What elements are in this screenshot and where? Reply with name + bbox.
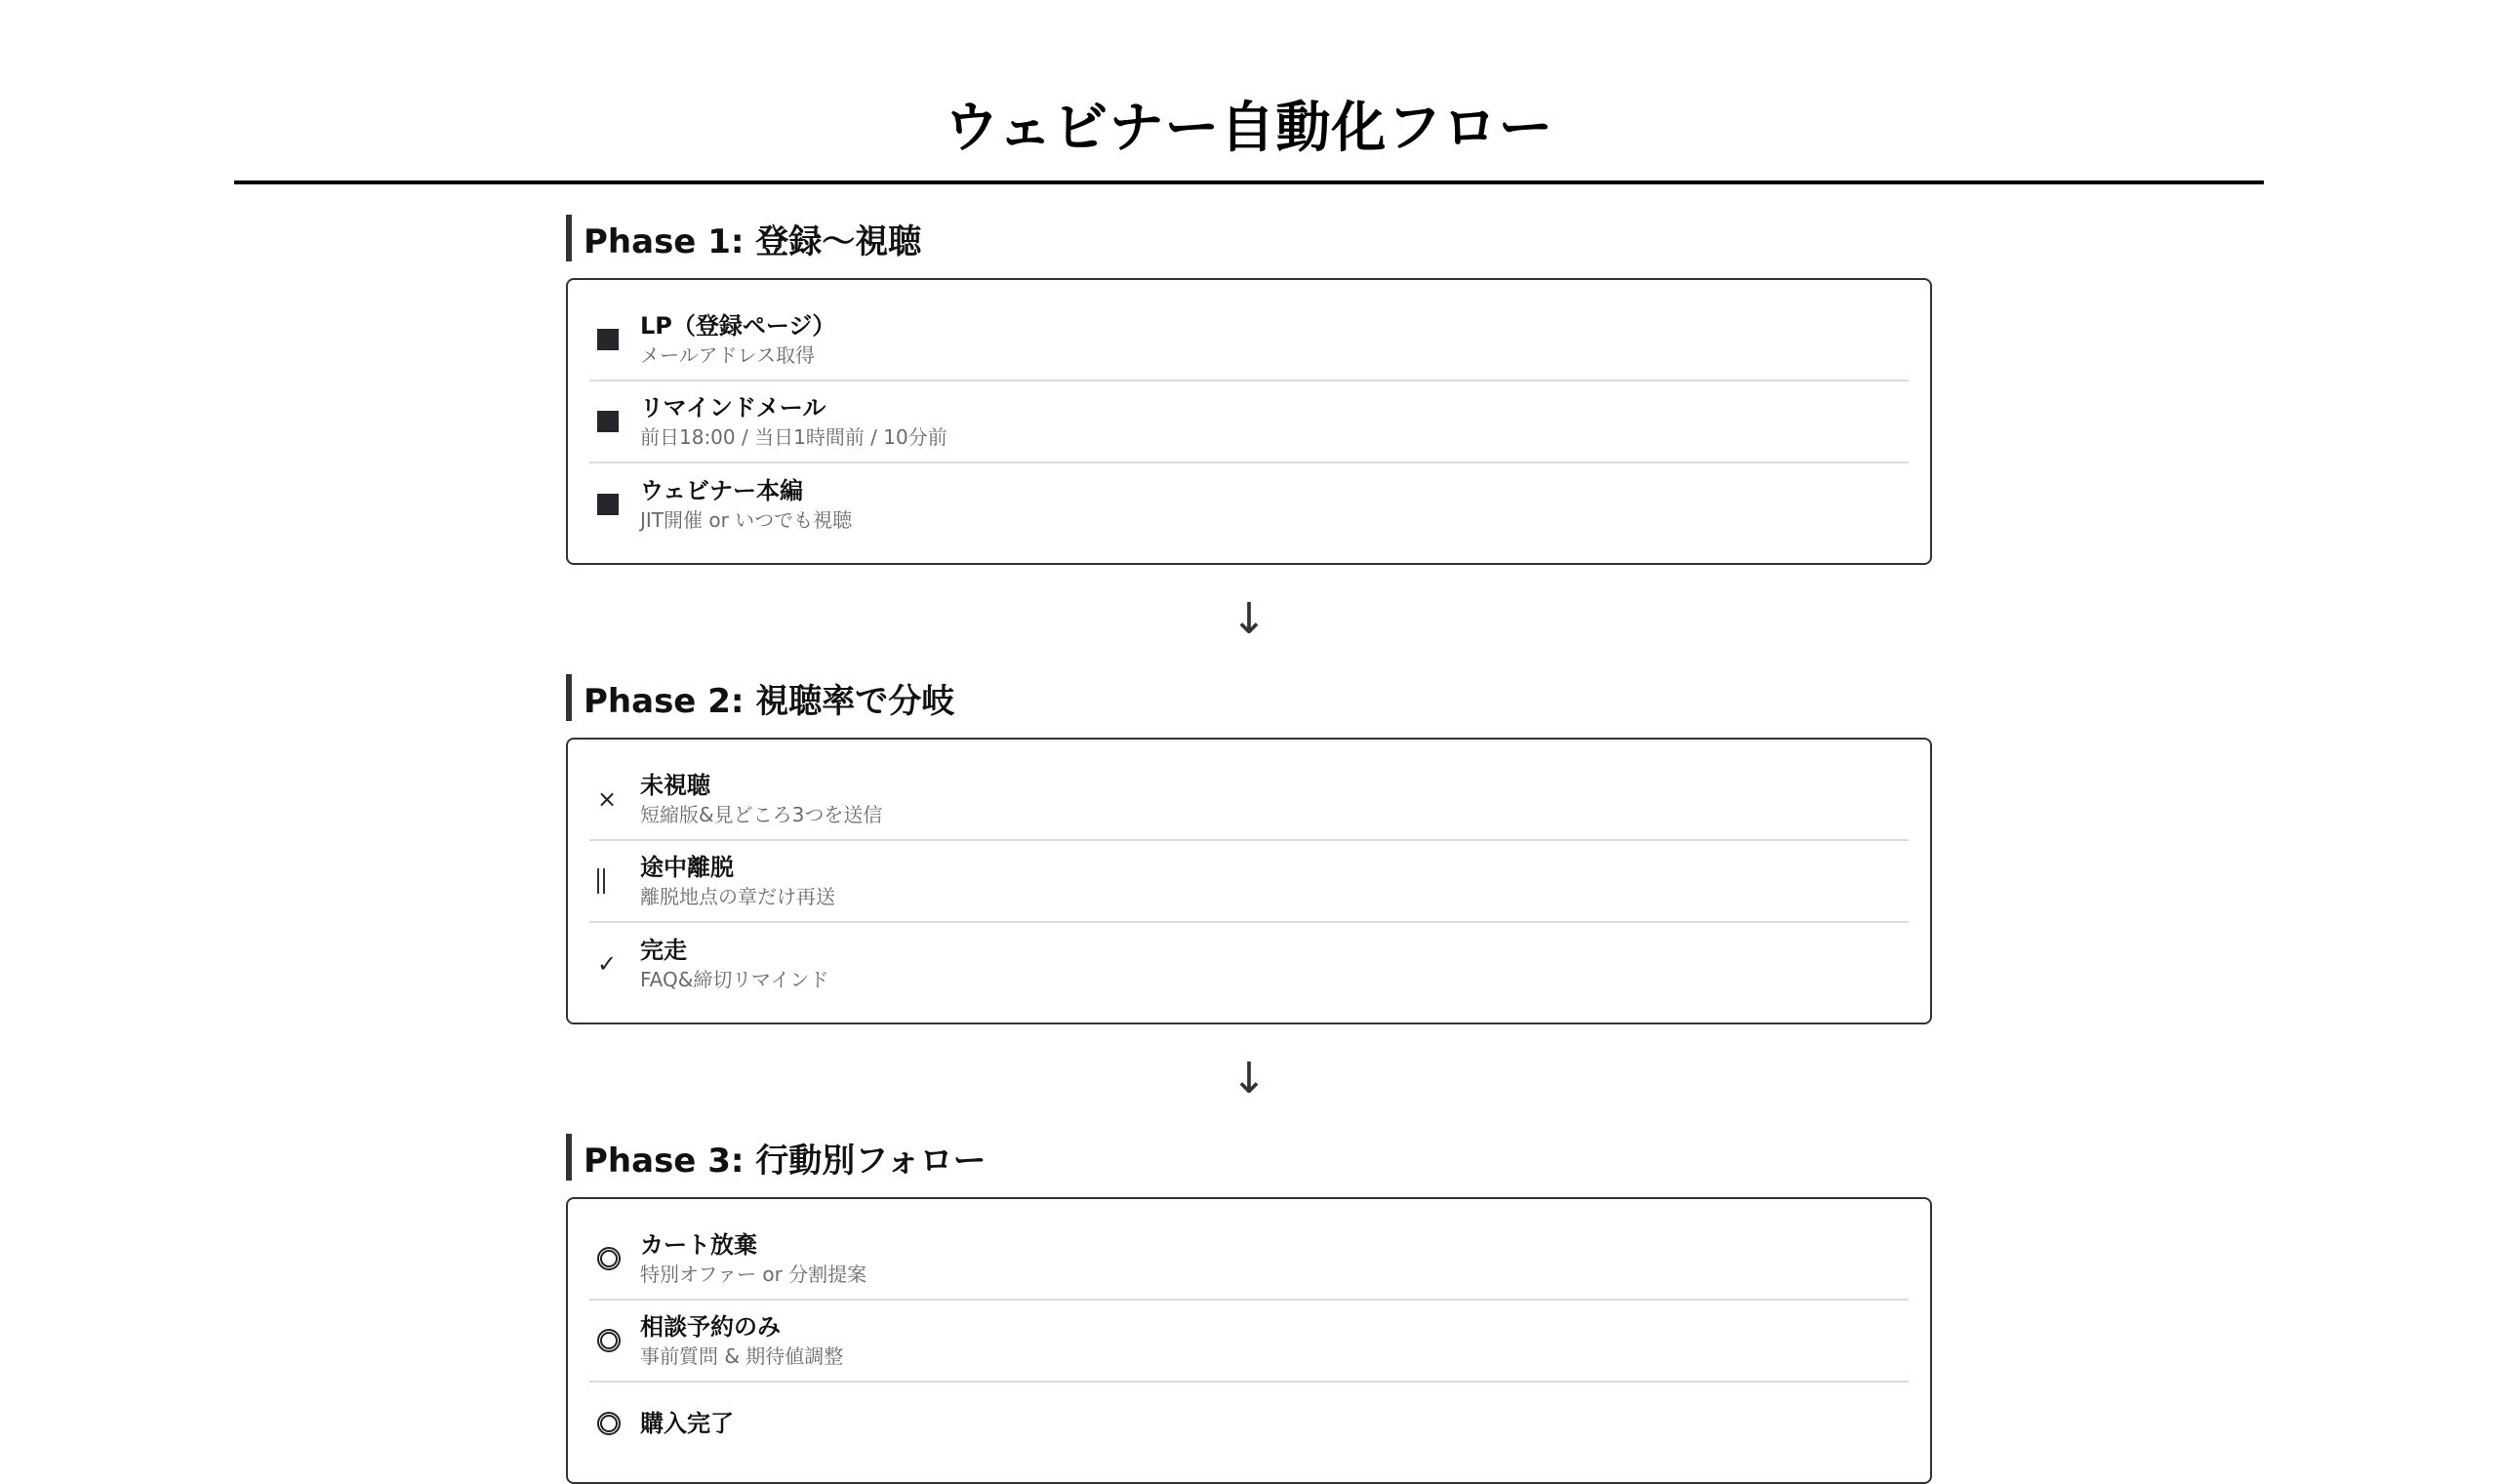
item-subtitle: メールアドレス取得: [640, 343, 815, 367]
phase-card: [566, 738, 1932, 1024]
down-arrow-icon: ↓: [1230, 594, 1268, 644]
list-item: [589, 381, 1909, 463]
phase-1: [566, 215, 1932, 565]
down-arrow-icon: ↓: [1230, 1054, 1268, 1103]
item-title: LP（登録ページ）: [640, 312, 836, 340]
title-divider: [234, 180, 2264, 184]
item-title: 途中離脱: [640, 854, 734, 881]
phase-2: [566, 674, 1932, 1024]
item-title: ウェビナー本編: [640, 477, 804, 504]
list-item: [589, 841, 1909, 923]
phase-heading: Phase 2: 視聴率で分岐: [566, 674, 1932, 721]
phase-3: [566, 1134, 1932, 1484]
item-subtitle: 前日18:00 / 当日1時間前 / 10分前: [640, 425, 947, 449]
cross-icon: ×: [597, 785, 618, 813]
square-icon: [589, 494, 640, 515]
list-item: [589, 1219, 1909, 1301]
flow-column: [566, 215, 1932, 1484]
phase-heading: Phase 3: 行動別フォロー: [566, 1134, 1932, 1181]
list-item: [589, 463, 1909, 545]
item-subtitle: JIT開催 or いつでも視聴: [640, 508, 853, 532]
square-icon: [589, 411, 640, 432]
list-item: [589, 1301, 1909, 1383]
phase-card: [566, 278, 1932, 565]
phase-card: [566, 1197, 1932, 1484]
item-title: リマインドメール: [640, 394, 826, 421]
item-subtitle: 特別オファー or 分割提案: [640, 1263, 867, 1286]
item-subtitle: 離脱地点の章だけ再送: [640, 885, 835, 908]
item-subtitle: 事前質問 & 期待値調整: [640, 1344, 844, 1368]
phase-heading: Phase 1: 登録〜視聴: [566, 215, 1932, 261]
list-item: [589, 300, 1909, 381]
check-icon: ✓: [597, 950, 618, 978]
list-item: [589, 759, 1909, 841]
item-title: 購入完了: [640, 1410, 734, 1437]
item-title: 相談予約のみ: [640, 1313, 781, 1341]
item-subtitle: FAQ&締切リマインド: [640, 968, 829, 991]
square-icon: [589, 329, 640, 350]
item-title: カート放棄: [640, 1231, 757, 1259]
double-circle-icon: [589, 1247, 640, 1270]
pause-bars-icon: [589, 868, 640, 894]
list-item: [589, 1383, 1909, 1464]
item-subtitle: 短縮版&見どころ3つを送信: [640, 803, 883, 826]
item-title: 未視聴: [640, 772, 710, 799]
double-circle-icon: [589, 1329, 640, 1352]
item-title: 完走: [640, 937, 687, 964]
double-circle-icon: [589, 1412, 640, 1435]
page-title: ウェビナー自動化フロー: [944, 97, 1554, 160]
list-item: [589, 923, 1909, 1005]
